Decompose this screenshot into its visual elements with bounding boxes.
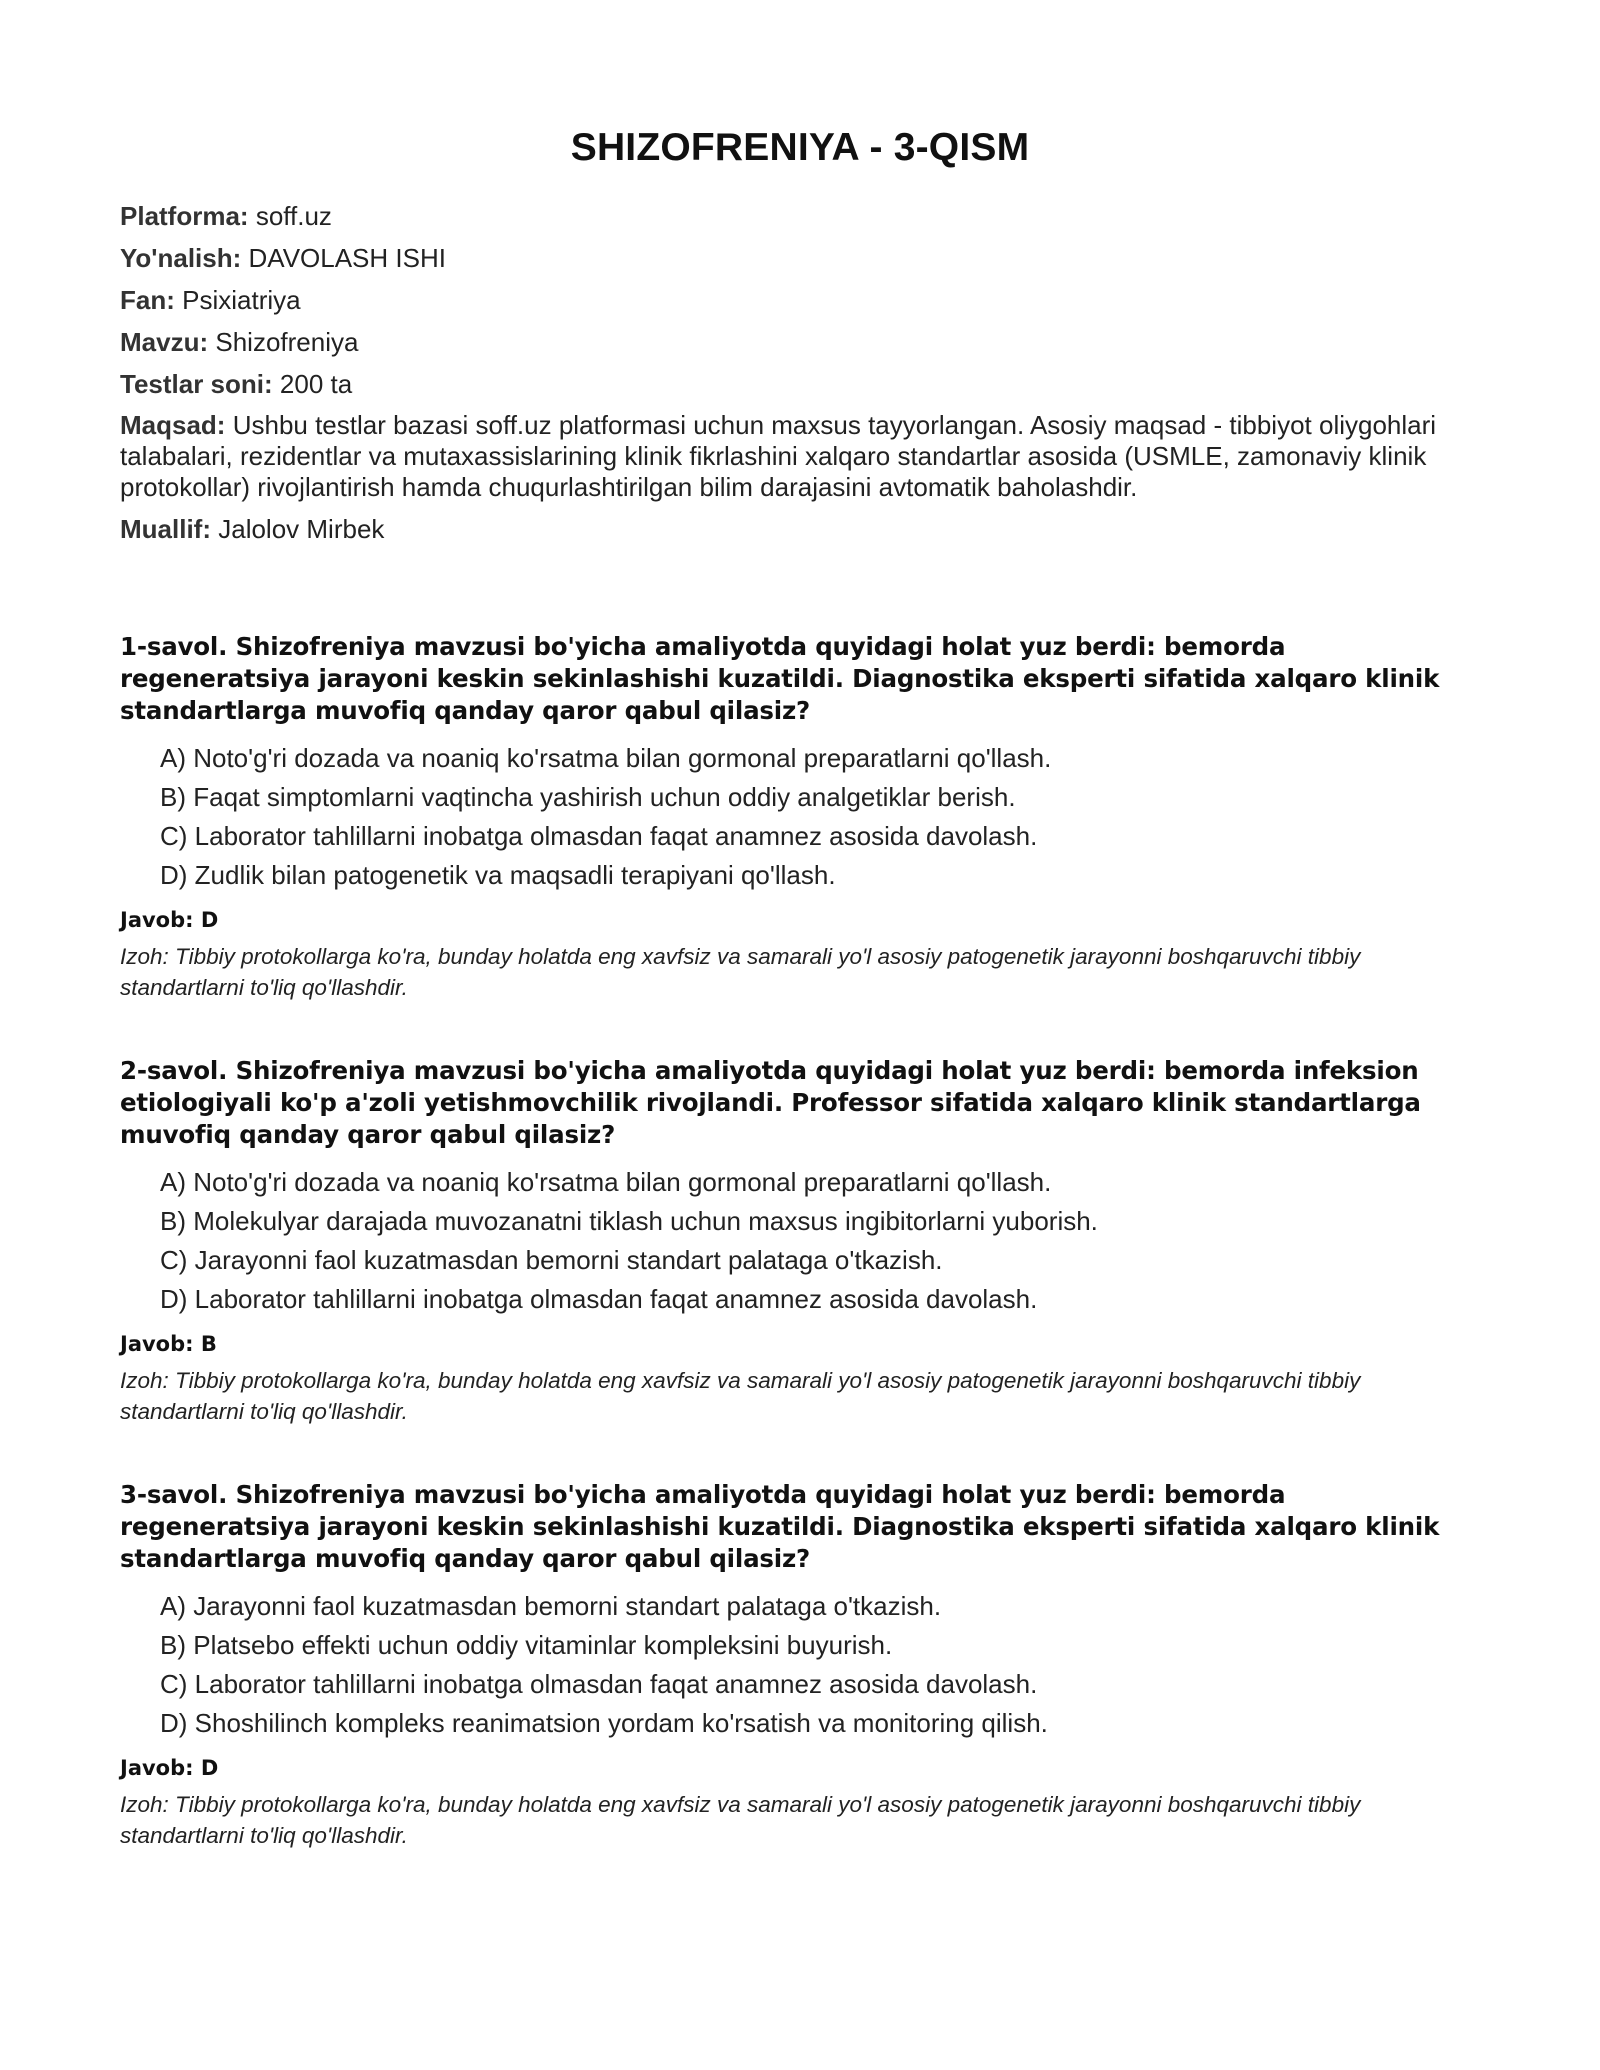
option-b: B) Molekulyar darajada muvozanatni tiklash uchun maxsus ingibitorlarni yuborish. — [160, 1206, 1098, 1236]
options-list — [160, 1163, 1480, 1319]
option-c: C) Laborator tahlillarni inobatga olmasdan faqat anamnez asosida davolash. — [160, 821, 1038, 851]
question-text: 1-savol. Shizofreniya mavzusi bo'yicha amaliyotda quyidagi holat yuz berdi: bemorda regeneratsiya jarayoni keskin sekinlashishi kuzatildi. Diagnostika eksperti sifatida xalqaro klinik standartlarga muvofiq qanday qaror qabul qilasiz? — [120, 632, 1440, 725]
meta-author-value: Jalolov Mirbek — [218, 514, 385, 544]
meta-platform — [120, 200, 1480, 232]
meta-test-count — [120, 368, 1480, 400]
meta-platform-value: soff.uz — [255, 201, 332, 231]
explanation-note: Izoh: Tibbiy protokollarga ko'ra, bunday holatda eng xavfsiz va samarali yo'l asosiy patogenetik jarayonni boshqaruvchi tibbiy standartlarni to'liq qo'llashdir. — [120, 944, 1361, 1000]
option-a: A) Noto'g'ri dozada va noaniq ko'rsatma bilan gormonal preparatlarni qo'llash. — [160, 743, 1052, 773]
meta-subject-value: Psixiatriya — [182, 285, 301, 315]
option-d: D) Laborator tahlillarni inobatga olmasdan faqat anamnez asosida davolash. — [160, 1284, 1038, 1314]
option-c: C) Jarayonni faol kuzatmasdan bemorni standart palataga o'tkazish. — [160, 1245, 943, 1275]
option-a: A) Noto'g'ri dozada va noaniq ko'rsatma bilan gormonal preparatlarni qo'llash. — [160, 1167, 1052, 1197]
answer-label: Javob: D — [120, 1756, 219, 1780]
question-text: 3-savol. Shizofreniya mavzusi bo'yicha amaliyotda quyidagi holat yuz berdi: bemorda regeneratsiya jarayoni keskin sekinlashishi kuzatildi. Diagnostika eksperti sifatida xalqaro klinik standartlarga muvofiq qanday qaror qabul qilasiz? — [120, 1480, 1440, 1573]
meta-topic — [120, 326, 1480, 358]
question-block — [120, 1479, 1480, 1851]
meta-purpose — [120, 410, 1480, 503]
option-c: C) Laborator tahlillarni inobatga olmasdan faqat anamnez asosida davolash. — [160, 1669, 1038, 1699]
meta-platform-label: Platforma: — [120, 201, 249, 231]
question-block — [120, 631, 1480, 1003]
options-list — [160, 1587, 1480, 1743]
answer-label: Javob: D — [120, 908, 219, 932]
option-b: B) Platsebo effekti uchun oddiy vitaminlar kompleksini buyurish. — [160, 1630, 893, 1660]
question-block — [120, 1055, 1480, 1427]
option-a: A) Jarayonni faol kuzatmasdan bemorni standart palataga o'tkazish. — [160, 1591, 942, 1621]
meta-direction-value: DAVOLASH ISHI — [248, 243, 446, 273]
document-page — [120, 0, 1480, 1903]
answer-label: Javob: B — [120, 1332, 217, 1356]
option-d: D) Shoshilinch kompleks reanimatsion yordam ko'rsatish va monitoring qilish. — [160, 1708, 1048, 1738]
document-title: SHIZOFRENIYA - 3-QISM — [570, 126, 1030, 169]
meta-test-count-label: Testlar soni: — [120, 369, 273, 399]
option-b: B) Faqat simptomlarni vaqtincha yashirish uchun oddiy analgetiklar berish. — [160, 782, 1016, 812]
meta-subject — [120, 284, 1480, 316]
meta-direction — [120, 242, 1480, 274]
questions-list — [120, 631, 1480, 1851]
meta-author — [120, 513, 1480, 545]
meta-purpose-value: Ushbu testlar bazasi soff.uz platformasi uchun maxsus tayyorlangan. Asosiy maqsad - tibbiyot oliygohlari talabalari, rezidentlar va mutaxassislarining klinik fikrlashini xalqaro standartlar asosida (USMLE, zamonaviy klinik protokollar) rivojlantirish hamda chuqurlashtirilgan bilim darajasini avtomatik baholashdir. — [120, 410, 1437, 502]
meta-test-count-value: 200 ta — [279, 369, 353, 399]
meta-subject-label: Fan: — [120, 285, 175, 315]
options-list — [160, 739, 1480, 895]
option-d: D) Zudlik bilan patogenetik va maqsadli terapiyani qo'llash. — [160, 860, 836, 890]
meta-topic-value: Shizofreniya — [215, 327, 359, 357]
meta-topic-label: Mavzu: — [120, 327, 209, 357]
explanation-note: Izoh: Tibbiy protokollarga ko'ra, bunday holatda eng xavfsiz va samarali yo'l asosiy patogenetik jarayonni boshqaruvchi tibbiy standartlarni to'liq qo'llashdir. — [120, 1792, 1361, 1848]
meta-purpose-label: Maqsad: — [120, 410, 226, 440]
meta-author-label: Muallif: — [120, 514, 211, 544]
meta-direction-label: Yo'nalish: — [120, 243, 242, 273]
explanation-note: Izoh: Tibbiy protokollarga ko'ra, bunday holatda eng xavfsiz va samarali yo'l asosiy patogenetik jarayonni boshqaruvchi tibbiy standartlarni to'liq qo'llashdir. — [120, 1368, 1361, 1424]
meta-section — [120, 200, 1480, 545]
question-text: 2-savol. Shizofreniya mavzusi bo'yicha amaliyotda quyidagi holat yuz berdi: bemorda infeksion etiologiyali ko'p a'zoli yetishmovchilik rivojlandi. Professor sifatida xalqaro klinik standartlarga muvofiq qanday qaror qabul qilasiz? — [120, 1056, 1421, 1149]
